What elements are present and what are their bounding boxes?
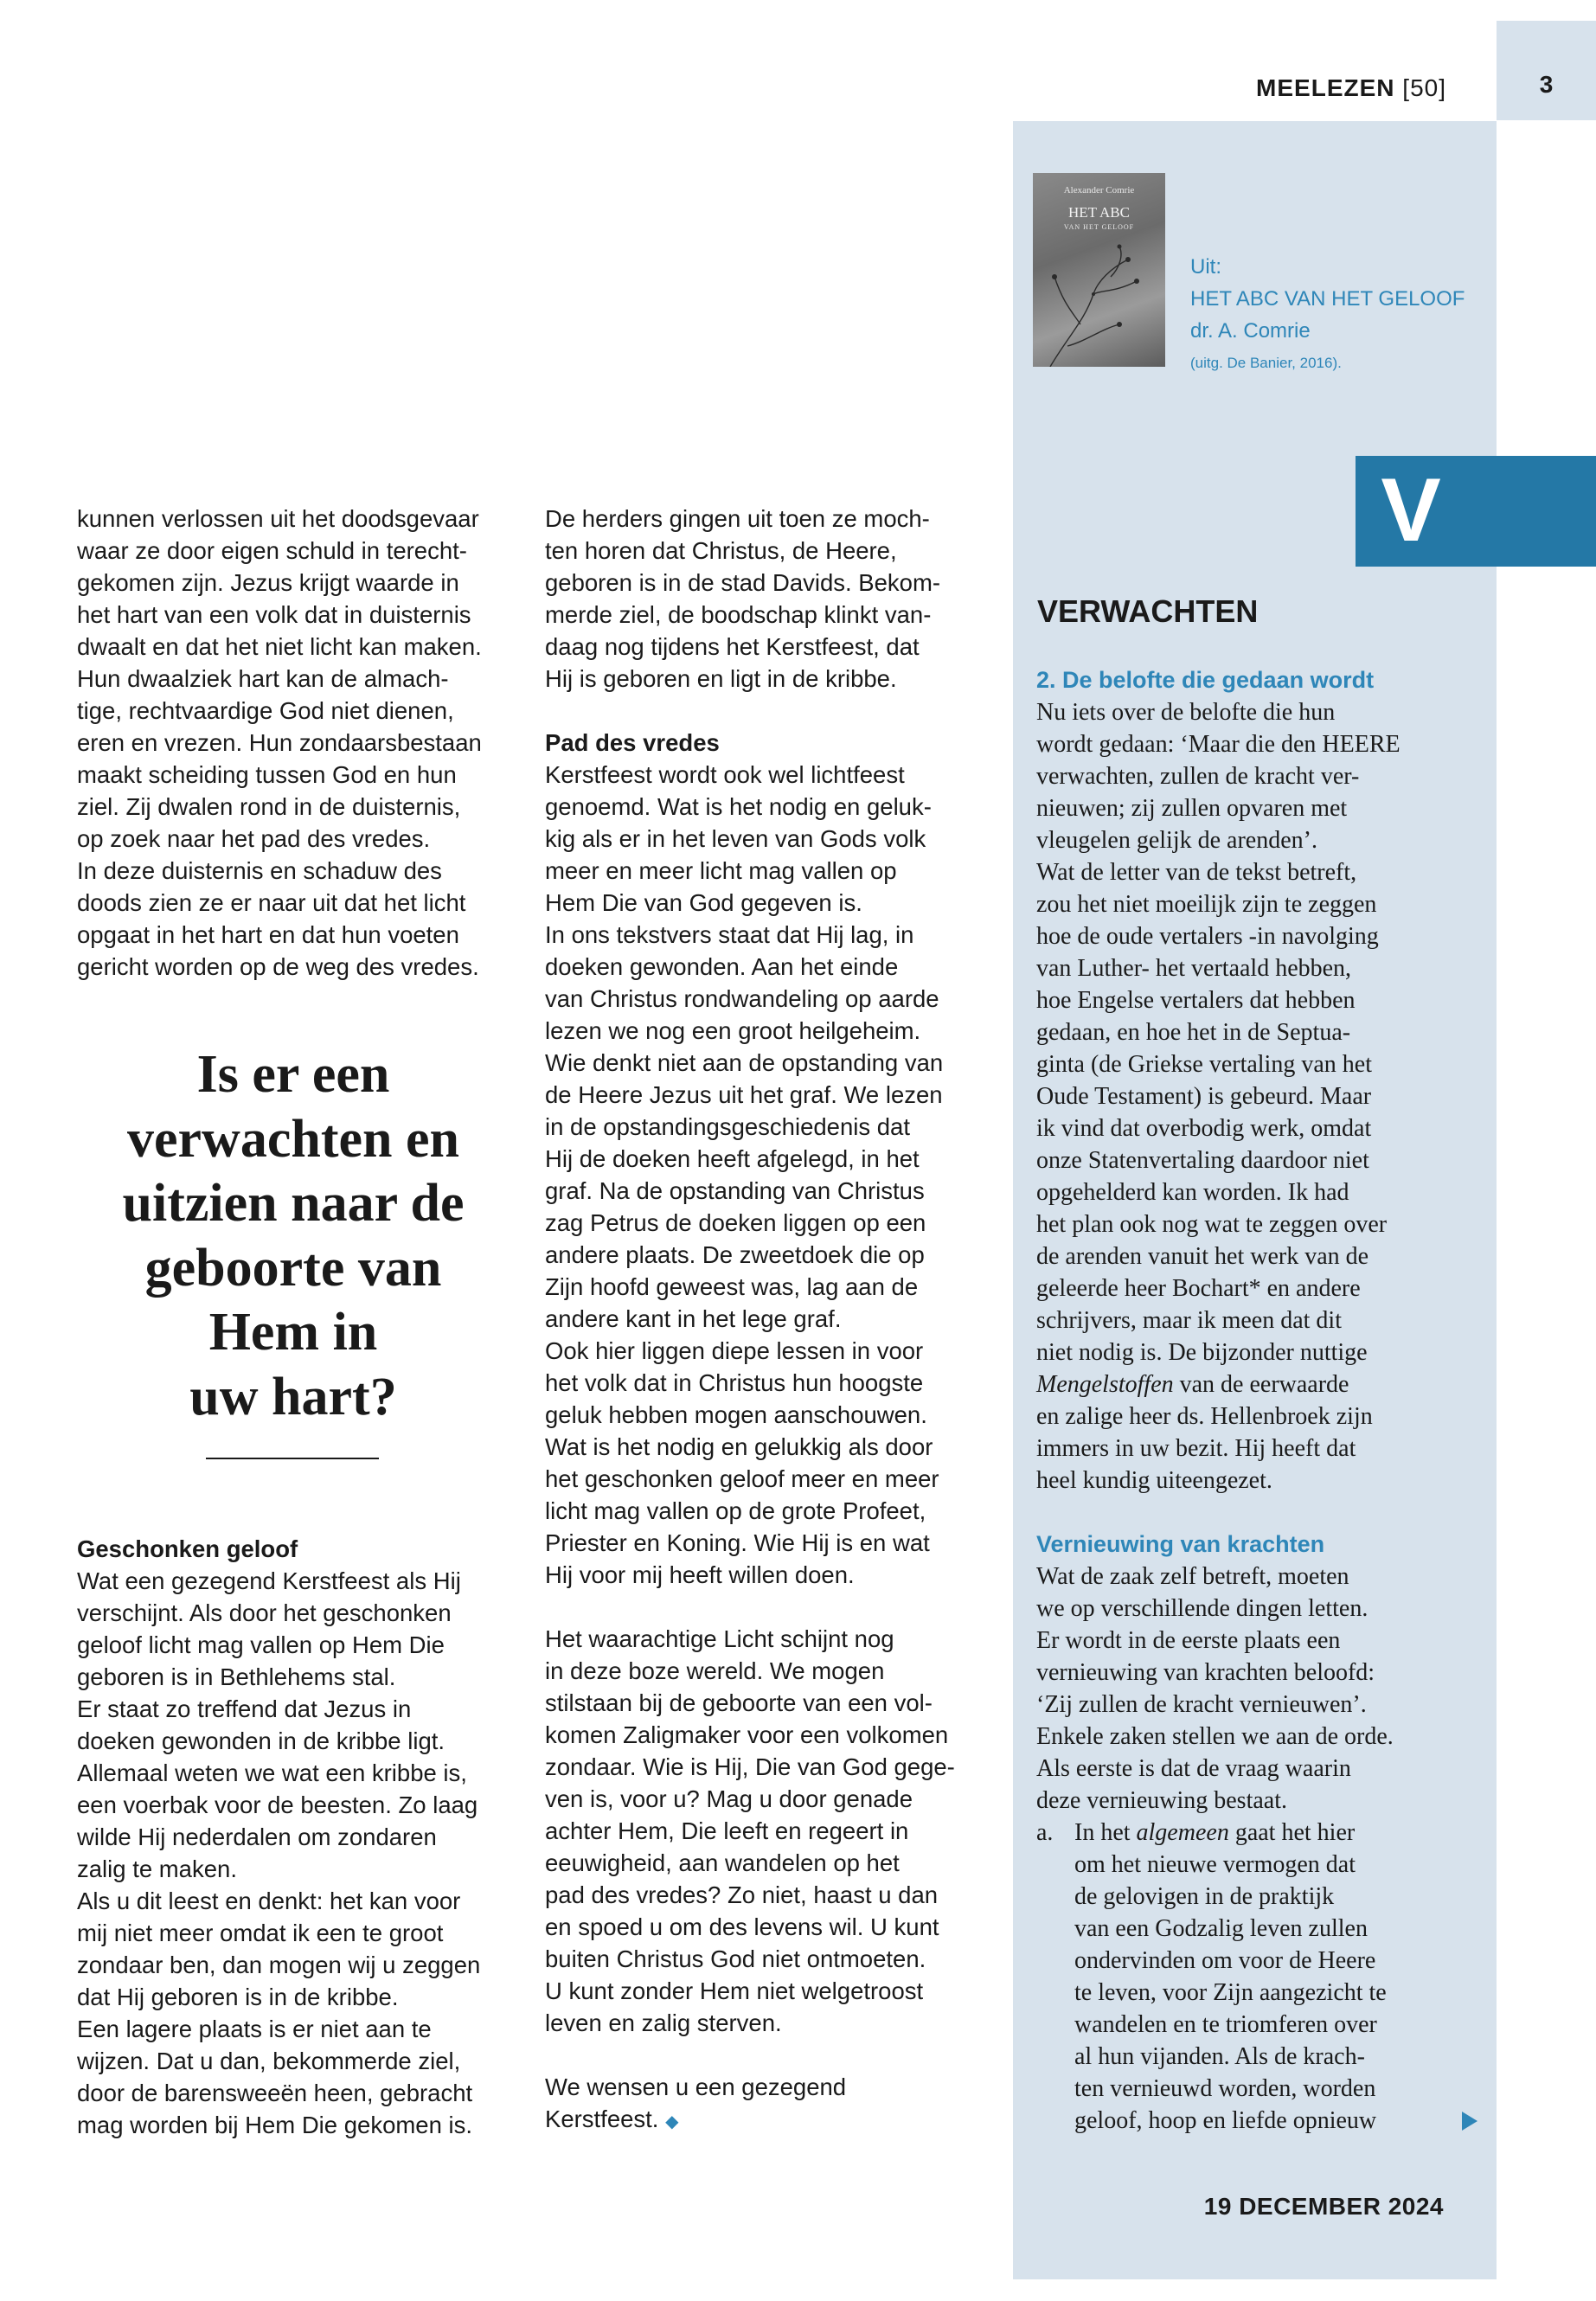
text-line: geloof, hoop en liefde opnieuw bbox=[1074, 2107, 1377, 2134]
text-fragment: gaat het hier bbox=[1228, 1819, 1356, 1846]
text-line: schrijvers, maar ik meen dat dit bbox=[1036, 1307, 1342, 1334]
pull-quote-line: Hem in bbox=[208, 1303, 378, 1362]
text-line: gekomen zijn. Jezus krijgt waarde in bbox=[77, 569, 459, 596]
text-line: lezen we nog een groot heilgeheim. bbox=[545, 1017, 921, 1044]
text-line: geloof licht mag vallen op Hem Die bbox=[77, 1631, 445, 1658]
text-line: door de barensweeën heen, gebracht bbox=[77, 2080, 473, 2106]
text-line: ten vernieuwd worden, worden bbox=[1074, 2075, 1376, 2102]
book-cover-image bbox=[1033, 173, 1165, 367]
text-line: andere kant in het lege graf. bbox=[545, 1305, 842, 1332]
text-line: het volk dat in Christus hun hoogste bbox=[545, 1369, 924, 1396]
text-fragment: van de eerwaarde bbox=[1173, 1371, 1349, 1398]
text-line: wijzen. Dat u dan, bekommerde ziel, bbox=[77, 2048, 461, 2074]
book-cover-title: HET ABC bbox=[1067, 204, 1130, 221]
text-line: Er staat zo treffend dat Jezus in bbox=[77, 1695, 412, 1722]
text-line: mij niet meer omdat ik een te groot bbox=[77, 1920, 444, 1946]
text-line: gericht worden op de weg des vredes. bbox=[77, 953, 479, 980]
text-line: Wat is het nodig en gelukkig als door bbox=[545, 1433, 933, 1460]
section-letter: V bbox=[1381, 460, 1441, 561]
text-line: we op verschillende dingen letten. bbox=[1036, 1595, 1368, 1622]
text-line bbox=[1074, 1817, 1469, 1849]
credit-label: Uit: bbox=[1190, 255, 1221, 279]
sidebar-subheading: Vernieuwing van krachten bbox=[1036, 1531, 1325, 1557]
text-line: zondaar ben, dan mogen wij u zeggen bbox=[77, 1952, 481, 1978]
text-line: doeken gewonden in de kribbe ligt. bbox=[77, 1727, 445, 1754]
text-line: heel kundig uiteengezet. bbox=[1036, 1467, 1272, 1494]
text-line: Enkele zaken stellen we aan de orde. bbox=[1036, 1723, 1394, 1750]
text-line: opgaat in het hart en dat hun voeten bbox=[77, 921, 459, 948]
text-line: U kunt zonder Hem niet welgetroost bbox=[545, 1977, 924, 2004]
text-line: Het waarachtige Licht schijnt nog bbox=[545, 1625, 894, 1652]
book-cover-author: Alexander Comrie bbox=[1063, 185, 1135, 195]
pull-quote-divider bbox=[206, 1458, 379, 1459]
text-line: ziel. Zij dwalen rond in de duisternis, bbox=[77, 793, 461, 820]
text-line: In ons tekstvers staat dat Hij lag, in bbox=[545, 921, 914, 948]
text-line: in de opstandingsgeschiedenis dat bbox=[545, 1113, 910, 1140]
credit-author: dr. A. Comrie bbox=[1190, 319, 1311, 343]
text-line: geleerde heer Bochart* en andere bbox=[1036, 1275, 1361, 1302]
text-line bbox=[1036, 1368, 1469, 1400]
text-line: Nu iets over de belofte die hun bbox=[1036, 699, 1336, 726]
text-line: de gelovigen in de praktijk bbox=[1074, 1883, 1335, 1910]
text-line: ten horen dat Christus, de Heere, bbox=[545, 537, 897, 564]
text-line: de Heere Jezus uit het graf. We lezen bbox=[545, 1081, 943, 1108]
text-line: geluk hebben mogen aanschouwen. bbox=[545, 1401, 927, 1428]
text-line: Priester en Koning. Wie Hij is en wat bbox=[545, 1529, 930, 1556]
closing-text: Kerstfeest. bbox=[545, 2106, 659, 2132]
text-line: Zijn hoofd geweest was, lag aan de bbox=[545, 1273, 919, 1300]
text-line: meer en meer licht mag vallen op bbox=[545, 857, 897, 884]
text-line: kig als er in het leven van Gods volk bbox=[545, 825, 926, 852]
text-line: nieuwen; zij zullen opvaren met bbox=[1036, 795, 1348, 822]
text-line: geboren is in Bethlehems stal. bbox=[77, 1663, 396, 1690]
text-line: doeken gewonden. Aan het einde bbox=[545, 953, 899, 980]
text-line: buiten Christus God niet ontmoeten. bbox=[545, 1945, 926, 1972]
text-line: Een lagere plaats is er niet aan te bbox=[77, 2016, 432, 2042]
book-credit bbox=[1190, 251, 1465, 379]
page-number-tab bbox=[1497, 21, 1596, 120]
text-line: We wensen u een gezegend bbox=[545, 2073, 847, 2100]
text-line: zag Petrus de doeken liggen op een bbox=[545, 1209, 926, 1236]
text-line: licht mag vallen op de grote Profeet, bbox=[545, 1497, 926, 1524]
text-line: Hij is geboren en ligt in de kribbe. bbox=[545, 665, 897, 692]
branch-illustration bbox=[1033, 242, 1165, 367]
text-line: niet nodig is. De bijzonder nuttige bbox=[1036, 1339, 1368, 1366]
list-item bbox=[1036, 1817, 1469, 2137]
text-line: In deze duisternis en schaduw des bbox=[77, 857, 442, 884]
text-line: dat Hij geboren is in de kribbe. bbox=[77, 1984, 399, 2010]
text-line: Wat de zaak zelf betreft, moeten bbox=[1036, 1563, 1349, 1590]
text-line: het plan ook nog wat te zeggen over bbox=[1036, 1211, 1388, 1238]
italic-word: Mengelstoffen bbox=[1036, 1371, 1174, 1398]
text-line: gedaan, en hoe het in de Septua- bbox=[1036, 1019, 1351, 1046]
text-line: wandelen en te triomferen over bbox=[1074, 2011, 1377, 2038]
text-line: wilde Hij nederdalen om zondaren bbox=[77, 1823, 437, 1850]
text-line: genoemd. Wat is het nodig en geluk- bbox=[545, 793, 932, 820]
column-2 bbox=[545, 503, 990, 2138]
text-line: dwaalt en dat het niet licht kan maken. bbox=[77, 633, 482, 660]
text-line: het hart van een volk dat in duisternis bbox=[77, 601, 471, 628]
text-line: geboren is in de stad Davids. Bekom- bbox=[545, 569, 941, 596]
text-line: leven en zalig sterven. bbox=[545, 2009, 782, 2036]
text-line: zalig te maken. bbox=[77, 1856, 237, 1882]
text-line: van Luther- het vertaald hebben, bbox=[1036, 955, 1352, 982]
pull-quote bbox=[77, 1042, 510, 1429]
text-line: Er wordt in de eerste plaats een bbox=[1036, 1627, 1341, 1654]
pull-quote-line: Is er een bbox=[196, 1045, 390, 1104]
subheading: Pad des vredes bbox=[545, 729, 720, 756]
text-line: Allemaal weten we wat een kribbe is, bbox=[77, 1759, 467, 1786]
text-line: en spoed u om des levens wil. U kunt bbox=[545, 1913, 939, 1940]
text-line: achter Hem, Die leeft en regeert in bbox=[545, 1817, 909, 1844]
credit-publisher: (uitg. De Banier, 2016). bbox=[1190, 355, 1342, 371]
text-line: Hun dwaalziek hart kan de almach- bbox=[77, 665, 449, 692]
text-line: wordt gedaan: ‘Maar die den HEERE bbox=[1036, 731, 1401, 758]
text-line: tige, rechtvaardige God niet dienen, bbox=[77, 697, 454, 724]
text-line: stilstaan bij de geboorte van een vol- bbox=[545, 1689, 933, 1716]
text-line: ondervinden om voor de Heere bbox=[1074, 1947, 1376, 1974]
sidebar-article-title: VERWACHTEN bbox=[1037, 593, 1259, 629]
text-line: doods zien ze er naar uit dat het licht bbox=[77, 889, 466, 916]
text-line: maakt scheiding tussen God en hun bbox=[77, 761, 457, 788]
sidebar-subheading: 2. De belofte die gedaan wordt bbox=[1036, 667, 1375, 693]
text-line: mag worden bij Hem Die gekomen is. bbox=[77, 2112, 472, 2138]
text-line: Wat een gezegend Kerstfeest als Hij bbox=[77, 1567, 461, 1594]
text-line: Wie denkt niet aan de opstanding van bbox=[545, 1049, 944, 1076]
text-line: waar ze door eigen schuld in terecht- bbox=[77, 537, 467, 564]
text-line: eren en vrezen. Hun zondaarsbestaan bbox=[77, 729, 482, 756]
text-line: Ook hier liggen diepe lessen in voor bbox=[545, 1337, 924, 1364]
text-line: in deze boze wereld. We mogen bbox=[545, 1657, 885, 1684]
book-cover-subtitle: VAN HET GELOOF bbox=[1063, 223, 1135, 231]
text-line: Als eerste is dat de vraag waarin bbox=[1036, 1755, 1351, 1782]
pull-quote-line: geboorte van bbox=[144, 1238, 442, 1298]
page-number: 3 bbox=[1539, 71, 1554, 98]
text-line: van Christus rondwandeling op aarde bbox=[545, 985, 939, 1012]
text-line: ik vind dat overbodig werk, omdat bbox=[1036, 1115, 1372, 1142]
text-line: van een Godzalig leven zullen bbox=[1074, 1915, 1368, 1942]
text-fragment: In het bbox=[1074, 1819, 1137, 1846]
text-line: te leven, voor Zijn aangezicht te bbox=[1074, 1979, 1387, 2006]
text-line: Als u dit leest en denkt: het kan voor bbox=[77, 1888, 461, 1914]
subheading: Geschonken geloof bbox=[77, 1535, 298, 1562]
text-line: de arenden vanuit het werk van de bbox=[1036, 1243, 1369, 1270]
text-line: hoe de oude vertalers -in navolging bbox=[1036, 923, 1379, 950]
list-marker: a. bbox=[1036, 1819, 1054, 1846]
text-line: Hij de doeken heeft afgelegd, in het bbox=[545, 1145, 920, 1172]
text-line: hoe Engelse vertalers dat hebben bbox=[1036, 987, 1356, 1014]
text-line: graf. Na de opstanding van Christus bbox=[545, 1177, 925, 1204]
text-line: op zoek naar het pad des vredes. bbox=[77, 825, 431, 852]
pull-quote-line: uw hart? bbox=[189, 1367, 397, 1426]
text-line: onze Statenvertaling daardoor niet bbox=[1036, 1147, 1369, 1174]
text-line: het geschonken geloof meer en meer bbox=[545, 1465, 939, 1492]
text-line: vernieuwing van krachten beloofd: bbox=[1036, 1659, 1375, 1686]
text-line: komen Zaligmaker voor een volkomen bbox=[545, 1721, 949, 1748]
pull-quote-line: verwachten en bbox=[127, 1109, 459, 1169]
text-line: Oude Testament) is gebeurd. Maar bbox=[1036, 1083, 1372, 1110]
text-line: en zalige heer ds. Hellenbroek zijn bbox=[1036, 1403, 1373, 1430]
text-line: daag nog tijdens het Kerstfeest, dat bbox=[545, 633, 920, 660]
text-line: opgehelderd kan worden. Ik had bbox=[1036, 1179, 1349, 1206]
text-line: al hun vijanden. Als de krach- bbox=[1074, 2043, 1365, 2070]
text-line: ‘Zij zullen de kracht vernieuwen’. bbox=[1036, 1691, 1367, 1718]
text-line: deze vernieuwing bestaat. bbox=[1036, 1787, 1287, 1814]
text-line: Hem Die van God gegeven is. bbox=[545, 889, 862, 916]
section-letter-block bbox=[1356, 456, 1596, 567]
text-line: verwachten, zullen de kracht ver- bbox=[1036, 763, 1360, 790]
text-line: ginta (de Griekse vertaling van het bbox=[1036, 1051, 1372, 1078]
sidebar-article-body bbox=[1036, 664, 1469, 2137]
italic-word: algemeen bbox=[1136, 1819, 1229, 1846]
column-1-bottom bbox=[77, 1533, 522, 2141]
text-line: Wat de letter van de tekst betreft, bbox=[1036, 859, 1357, 886]
closing-line bbox=[545, 2103, 990, 2138]
footer-date: 19 DECEMBER 2024 bbox=[1203, 2193, 1444, 2220]
text-line: een voerbak voor de beesten. Zo laag bbox=[77, 1791, 478, 1818]
credit-title: HET ABC VAN HET GELOOF bbox=[1190, 287, 1465, 311]
text-line: eeuwigheid, aan wandelen op het bbox=[545, 1849, 900, 1876]
text-line: De herders gingen uit toen ze moch- bbox=[545, 505, 930, 532]
column-1-top bbox=[77, 503, 522, 983]
end-mark-icon: ◆ bbox=[665, 2112, 679, 2131]
text-line: kunnen verlossen uit het doodsgevaar bbox=[77, 505, 479, 532]
text-line: merde ziel, de boodschap klinkt van- bbox=[545, 601, 932, 628]
section-header: MEELEZEN [50] bbox=[1256, 74, 1446, 101]
pull-quote-line: uitzien naar de bbox=[122, 1174, 465, 1233]
text-line: om het nieuwe vermogen dat bbox=[1074, 1851, 1356, 1878]
text-line: verschijnt. Als door het geschonken bbox=[77, 1599, 452, 1626]
text-line: Hij voor mij heeft willen doen. bbox=[545, 1561, 855, 1588]
text-line: immers in uw bezit. Hij heeft dat bbox=[1036, 1435, 1356, 1462]
text-line: andere plaats. De zweetdoek die op bbox=[545, 1241, 925, 1268]
text-line: Kerstfeest wordt ook wel lichtfeest bbox=[545, 761, 905, 788]
text-line: zondaar. Wie is Hij, Die van God gege- bbox=[545, 1753, 955, 1780]
text-line: zou het niet moeilijk zijn te zeggen bbox=[1036, 891, 1377, 918]
text-line: pad des vredes? Zo niet, haast u dan bbox=[545, 1881, 939, 1908]
text-line: ven is, voor u? Mag u door genade bbox=[545, 1785, 913, 1812]
text-line: vleugelen gelijk de arenden’. bbox=[1036, 827, 1317, 854]
continue-arrow-icon bbox=[1462, 2112, 1477, 2131]
